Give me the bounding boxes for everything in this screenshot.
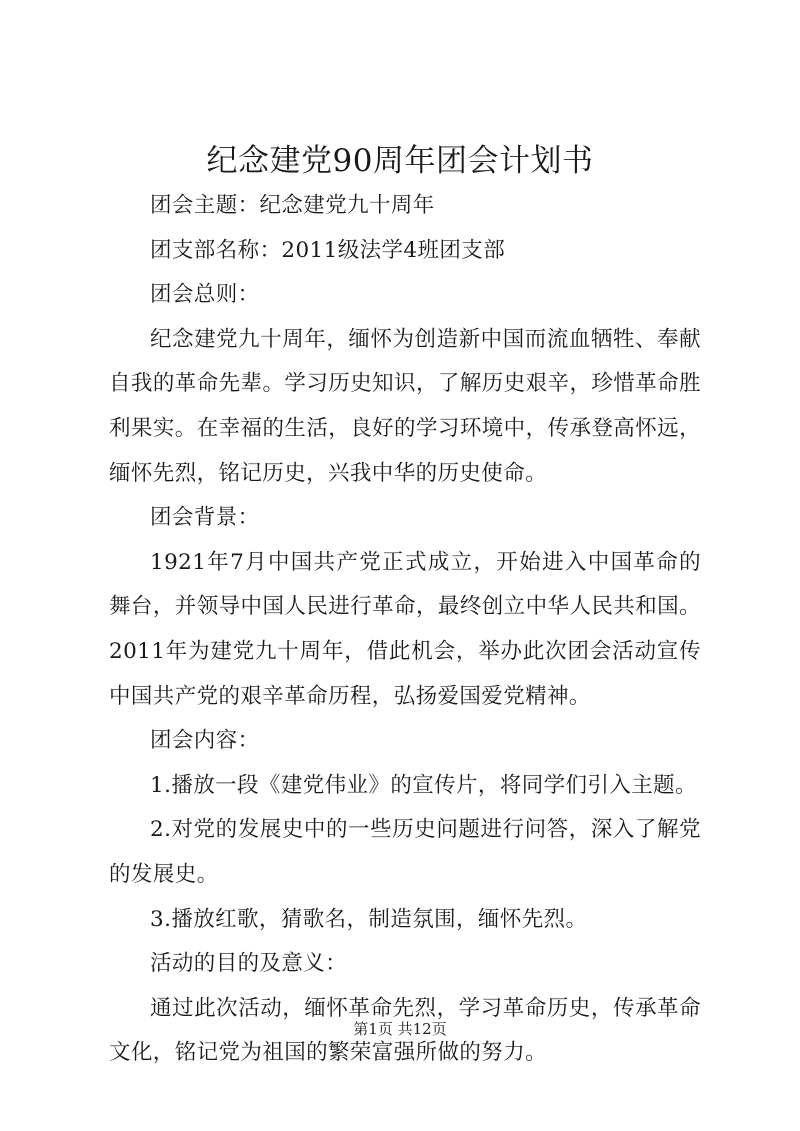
paragraph-branch-name: 团支部名称：2011级法学4班团支部 <box>150 237 506 263</box>
list-item-1: 1.播放一段《建党伟业》的宣传片，将同学们引入主题。 <box>150 772 697 798</box>
document-body <box>109 184 701 1076</box>
paragraph-general-principles: 纪念建党九十周年，缅怀为创造新中国而流血牺牲、奉献自我的革命先辈。学习历史知识，了解历史艰辛，珍惜革命胜利果实。在幸福的生活，良好的学习环境中，传承登高怀远，缅怀先烈，铭记历史，兴我中华的历史使命。 <box>109 326 701 486</box>
heading-background: 团会背景： <box>150 505 260 531</box>
paragraph-theme: 团会主题：纪念建党九十周年 <box>150 193 435 218</box>
paragraph-background: 1921年7月中国共产党正式成立，开始进入中国革命的舞台，并领导中国人民进行革命，最终创立中华人民共和国。2011年为建党九十周年，借此机会，举办此次团会活动宣传中国共产党的艰辛革命历程，弘扬爱国爱党精神。 <box>109 549 701 709</box>
heading-content: 团会内容： <box>150 728 260 754</box>
paragraph-purpose: 通过此次活动，缅怀革命先烈，学习革命历史，传承革命文化，铭记党为祖国的繁荣富强所做的努力。 <box>109 995 701 1066</box>
heading-purpose: 活动的目的及意义： <box>150 951 348 977</box>
heading-general-principles: 团会总则： <box>150 282 260 308</box>
page-number: 第1页 共12页 <box>353 1020 447 1038</box>
list-item-2: 2.对党的发展史中的一些历史问题进行问答，深入了解党的发展史。 <box>109 817 701 887</box>
list-item-3: 3.播放红歌，猜歌名，制造氛围，缅怀先烈。 <box>150 906 588 932</box>
document-title: 纪念建党90周年团会计划书 <box>206 143 594 179</box>
